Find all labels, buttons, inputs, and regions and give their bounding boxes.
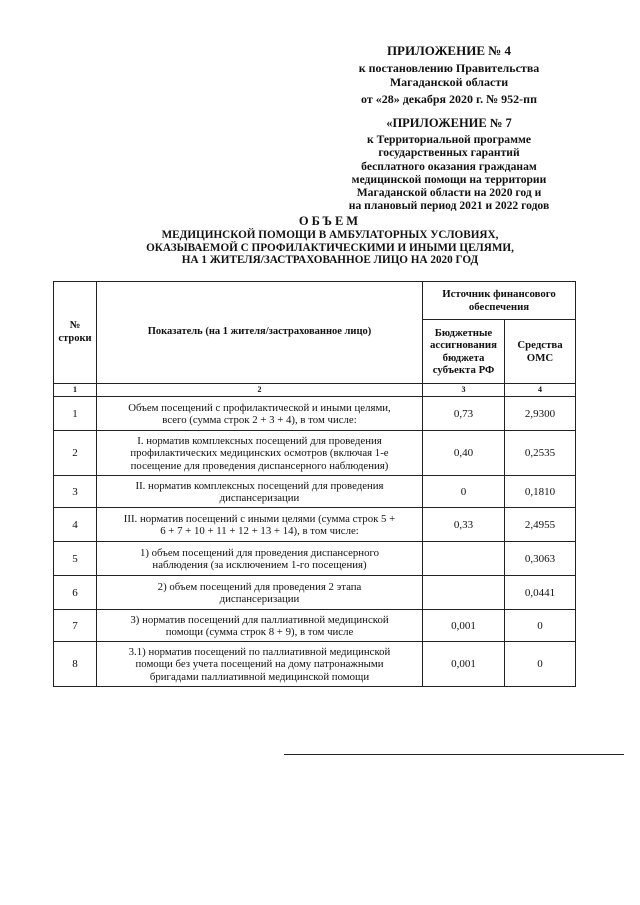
- appendix-7-line: к Территориальной программе: [366, 133, 532, 146]
- row-indicator-line: 3.1) норматив посещений по паллиативной медицинской: [128, 645, 391, 658]
- table-header-row: [54, 282, 576, 320]
- document-subtitle-line: МЕДИЦИНСКОЙ ПОМОЩИ В АМБУЛАТОРНЫХ УСЛОВИЯХ,: [161, 229, 499, 241]
- row-indicator-line: посещение для проведения диспансерного наблюдения): [130, 459, 389, 472]
- table-row: [54, 542, 576, 576]
- appendix-7-title: «ПРИЛОЖЕНИЕ № 7: [386, 116, 512, 130]
- document-subtitle-line: ОКАЗЫВАЕМОЙ С ПРОФИЛАКТИЧЕСКИМИ И ИНЫМИ ЦЕЛЯМИ,: [146, 241, 514, 254]
- appendix-7-line: бесплатного оказания гражданам: [361, 159, 537, 173]
- document-subtitle-line: НА 1 ЖИТЕЛЯ/ЗАСТРАХОВАННОЕ ЛИЦО НА 2020 ГОД: [181, 254, 479, 267]
- row-budget-value: [423, 542, 505, 576]
- header-indicator: Показатель (на 1 жителя/застрахованное лицо): [97, 282, 423, 384]
- row-indicator: [97, 642, 423, 687]
- header-budget-line: ассигнования: [430, 339, 497, 352]
- header-oms-line: ОМС: [526, 351, 554, 364]
- table-row: [54, 610, 576, 642]
- row-indicator-line: 3) норматив посещений для паллиативной медицинской: [130, 613, 389, 626]
- row-indicator-line: 6 + 7 + 10 + 11 + 12 + 13 + 14), в том числе:: [160, 524, 359, 537]
- table-row: [54, 397, 576, 431]
- appendix-7-line: на плановый период 2021 и 2022 годов: [348, 199, 550, 213]
- row-number: 5: [54, 542, 97, 576]
- header-oms-line: Средства: [517, 339, 563, 352]
- row-number: 7: [54, 610, 97, 642]
- column-index: 1: [54, 384, 97, 397]
- table-row: [54, 476, 576, 508]
- row-indicator-line: наблюдения (за исключением 1-го посещения): [152, 558, 367, 571]
- row-indicator-line: профилактических медицинских осмотров (включая 1-е: [130, 447, 389, 460]
- row-number: 8: [54, 642, 97, 687]
- row-indicator-line: диспансеризации: [219, 592, 300, 605]
- row-oms-value: 0,3063: [505, 542, 576, 576]
- document-subtitle: [60, 229, 600, 267]
- header-budget-line: бюджета: [442, 351, 485, 364]
- row-number: 4: [54, 508, 97, 542]
- appendix-4-line-1: к постановлению Правительства: [358, 61, 540, 75]
- column-index: 2: [97, 384, 423, 397]
- row-oms-value: 0,1810: [505, 476, 576, 508]
- appendix-4-line-2: Магаданской области: [389, 75, 509, 89]
- row-indicator-line: всего (сумма строк 2 + 3 + 4), в том числе:: [162, 413, 357, 426]
- header-budget: [423, 320, 505, 384]
- row-indicator-line: помощи без учета посещений на дому патронажными: [135, 658, 384, 671]
- row-budget-value: 0,001: [423, 642, 505, 687]
- row-oms-value: 0: [505, 610, 576, 642]
- appendix-7-line: Магаданской области на 2020 год и: [356, 186, 542, 200]
- row-indicator: [97, 610, 423, 642]
- header-funding-source: [423, 282, 576, 320]
- row-indicator: [97, 397, 423, 431]
- column-index: 4: [505, 384, 576, 397]
- row-indicator-line: помощи (сумма строк 8 + 9), в том числе: [165, 625, 354, 638]
- row-indicator-line: III. норматив посещений с иными целями (сумма строк 5 +: [123, 512, 396, 525]
- row-indicator: [97, 508, 423, 542]
- row-budget-value: 0,73: [423, 397, 505, 431]
- row-indicator-line: диспансеризации: [219, 491, 300, 504]
- appendix-4-title: ПРИЛОЖЕНИЕ № 4: [386, 43, 512, 58]
- row-indicator-line: бригадами паллиативной медицинской помощи: [149, 670, 370, 683]
- header-oms: [505, 320, 576, 384]
- table-row: [54, 642, 576, 687]
- signature-line: [284, 754, 624, 755]
- row-oms-value: 2,4955: [505, 508, 576, 542]
- header-budget-line: Бюджетные: [434, 326, 493, 339]
- row-indicator: [97, 576, 423, 610]
- column-index-row: [54, 384, 576, 397]
- row-indicator-line: Объем посещений с профилактической и иными целями,: [128, 401, 391, 414]
- row-budget-value: 0,40: [423, 431, 505, 476]
- volume-table: [53, 281, 576, 687]
- row-budget-value: 0,33: [423, 508, 505, 542]
- row-number: 6: [54, 576, 97, 610]
- table-row: [54, 508, 576, 542]
- appendix-7-body: [318, 133, 580, 213]
- row-indicator-line: II. норматив комплексных посещений для проведения: [135, 479, 384, 492]
- appendix-7-line: медицинской помощи на территории: [351, 172, 547, 186]
- header-row-number-line: №: [69, 320, 81, 332]
- row-oms-value: 2,9300: [505, 397, 576, 431]
- table-row: [54, 576, 576, 610]
- row-budget-value: 0: [423, 476, 505, 508]
- header-row-number: [54, 282, 97, 384]
- row-number: 1: [54, 397, 97, 431]
- row-budget-value: [423, 576, 505, 610]
- row-number: 2: [54, 431, 97, 476]
- row-indicator-line: I. норматив комплексных посещений для проведения: [137, 434, 382, 447]
- header-funding-source-line: Источник финансового: [442, 288, 556, 301]
- column-index: 3: [423, 384, 505, 397]
- appendix-4-date: от «28» декабря 2020 г. № 952-пп: [360, 92, 537, 106]
- appendix-7-line: государственных гарантий: [378, 146, 520, 160]
- row-indicator-line: 2) объем посещений для проведения 2 этапа: [157, 580, 362, 593]
- row-indicator: [97, 542, 423, 576]
- row-oms-value: 0,2535: [505, 431, 576, 476]
- table-row: [54, 431, 576, 476]
- row-number: 3: [54, 476, 97, 508]
- header-row-number-line: строки: [58, 332, 92, 344]
- header-funding-source-line: обеспечения: [468, 300, 530, 313]
- row-oms-value: 0,0441: [505, 576, 576, 610]
- row-indicator: [97, 431, 423, 476]
- row-indicator-line: 1) объем посещений для проведения диспансерного: [139, 546, 380, 559]
- row-budget-value: 0,001: [423, 610, 505, 642]
- document-title: ОБЪЕМ: [298, 214, 362, 228]
- row-indicator: [97, 476, 423, 508]
- row-oms-value: 0: [505, 642, 576, 687]
- header-budget-line: субъекта РФ: [432, 363, 495, 376]
